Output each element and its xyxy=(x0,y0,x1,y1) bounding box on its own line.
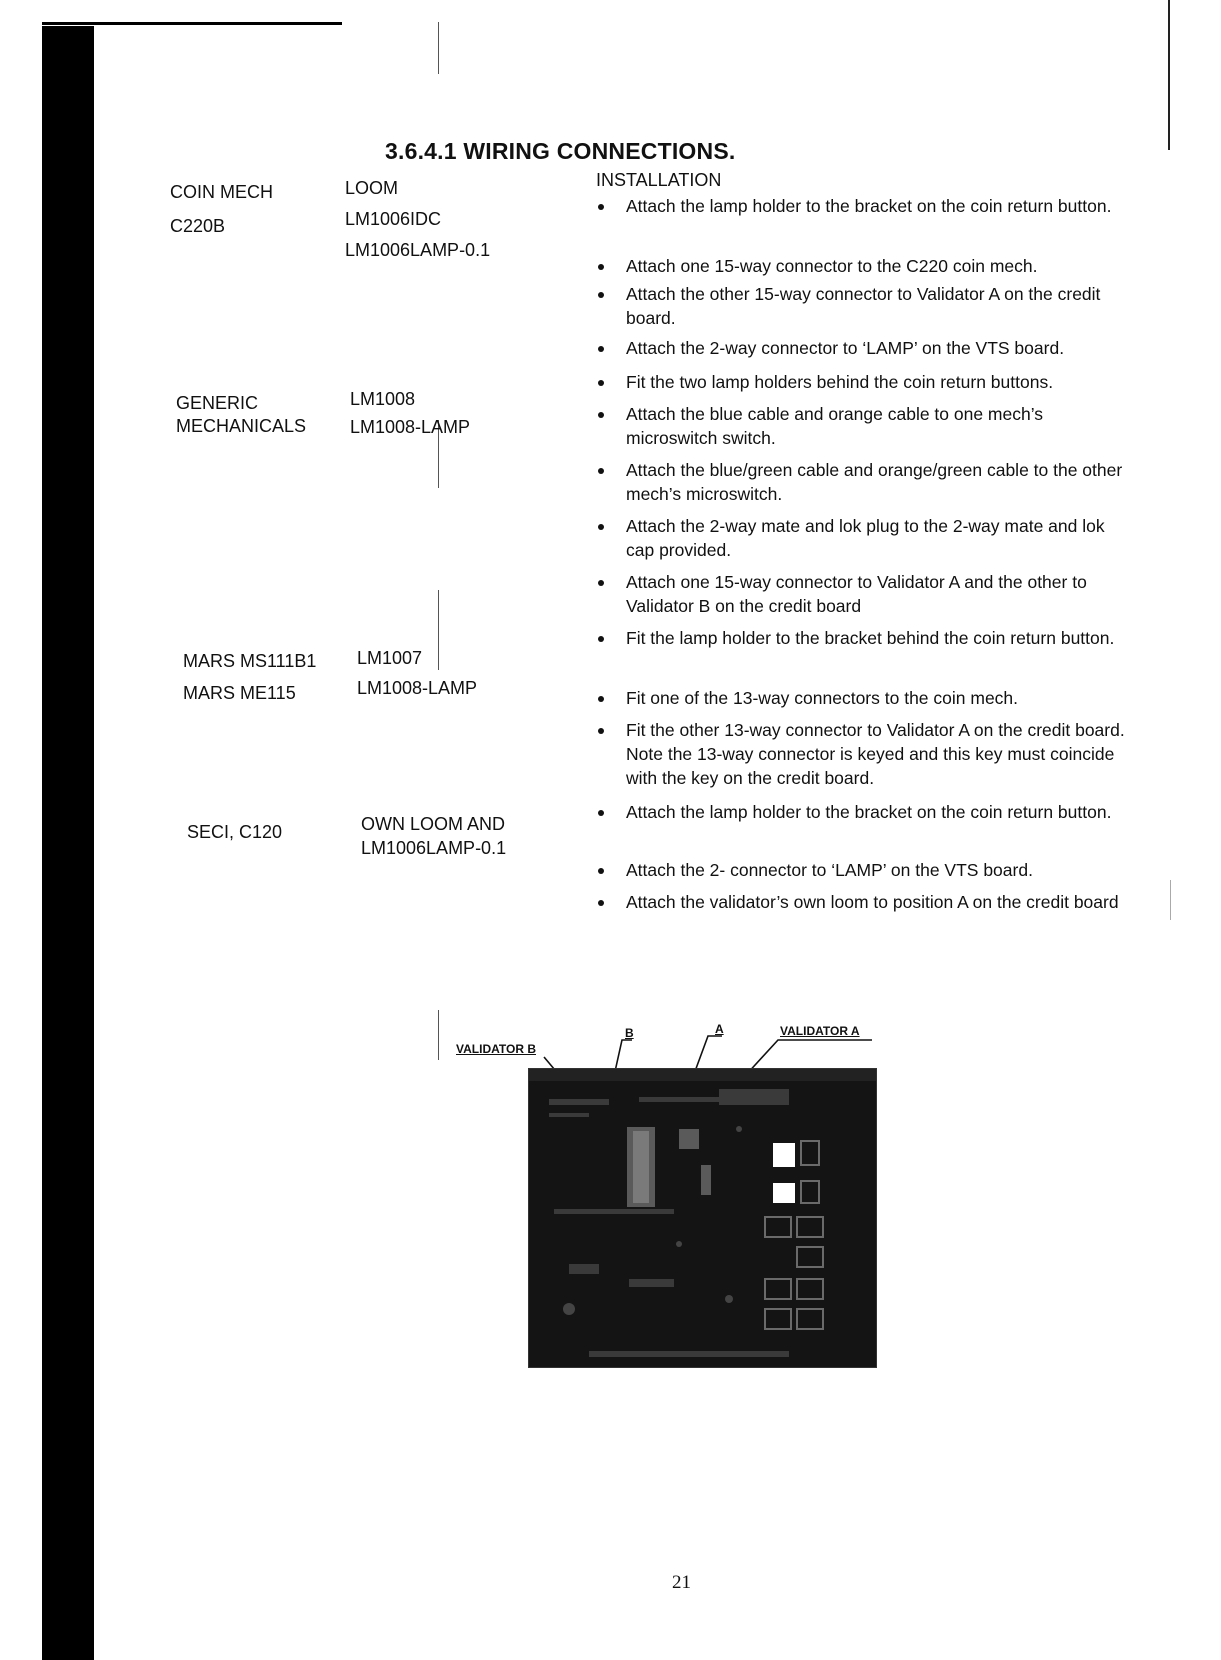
mech-label: MECHANICALS xyxy=(176,416,307,436)
loom-label: LM1006LAMP-0.1 xyxy=(345,240,491,260)
step-text: Attach the other 15-way connector to Validator A on the credit board. xyxy=(626,284,1101,328)
header-loom: LOOM xyxy=(345,178,399,198)
label-validator-a: VALIDATOR A xyxy=(780,1024,860,1038)
loom-label: LM1007 xyxy=(357,648,423,668)
loom-label: OWN LOOM AND xyxy=(361,814,506,834)
validator-b-connector xyxy=(773,1183,795,1203)
step-text: Fit the other 13-way connector to Validator A on the credit board. Note the 13-way connector is keyed and this key must coincide with the key on the credit board. xyxy=(626,720,1125,788)
step-text: Attach the lamp holder to the bracket on the coin return button. xyxy=(626,196,1112,216)
step-text: Attach the 2-way connector to ‘LAMP’ on the VTS board. xyxy=(626,338,1065,358)
mech-label: MARS ME115 xyxy=(183,683,296,703)
loom-label: LM1006IDC xyxy=(345,209,442,229)
loom-label: LM1008-LAMP xyxy=(350,417,471,437)
step-text: Attach the blue cable and orange cable to one mech’s microswitch switch. xyxy=(626,404,1044,448)
page-number: 21 xyxy=(672,1572,691,1593)
validator-a-connector xyxy=(773,1143,795,1167)
step-text: Fit the lamp holder to the bracket behind the coin return button. xyxy=(626,628,1115,648)
label-validator-b: VALIDATOR B xyxy=(456,1042,536,1056)
mech-label: SECI, C120 xyxy=(187,822,283,842)
loom-label: LM1008-LAMP xyxy=(357,678,478,698)
credit-board-image xyxy=(529,1069,876,1367)
step-text: Attach the blue/green cable and orange/green cable to the other mech’s microswitch. xyxy=(626,460,1123,504)
step-text: Fit one of the 13-way connectors to the coin mech. xyxy=(626,688,1019,708)
step-text: Attach one 15-way connector to Validator A and the other to Validator B on the credit board xyxy=(626,572,1087,616)
label-b: B xyxy=(625,1026,634,1040)
loom-label: LM1006LAMP-0.1 xyxy=(361,838,507,858)
step-text: Attach one 15-way connector to the C220 coin mech. xyxy=(626,256,1038,276)
header-installation: INSTALLATION xyxy=(596,170,722,190)
mech-label: MARS MS111B1 xyxy=(183,651,317,671)
step-text: Attach the 2- connector to ‘LAMP’ on the VTS board. xyxy=(626,860,1033,880)
step-text: Attach the 2-way mate and lok plug to the 2-way mate and lok cap provided. xyxy=(626,516,1105,560)
loom-label: LM1008 xyxy=(350,389,416,409)
label-a: A xyxy=(715,1022,724,1036)
step-text: Fit the two lamp holders behind the coin return buttons. xyxy=(626,372,1054,392)
credit-board-photo xyxy=(528,1068,877,1368)
section-title: 3.6.4.1 WIRING CONNECTIONS. xyxy=(385,138,736,164)
header-coin-mech: COIN MECH xyxy=(170,182,273,202)
step-text: Attach the validator’s own loom to position A on the credit board xyxy=(626,892,1119,912)
mech-label: C220B xyxy=(170,216,226,236)
mech-label: GENERIC xyxy=(176,393,259,413)
step-text: Attach the lamp holder to the bracket on the coin return button. xyxy=(626,802,1112,822)
